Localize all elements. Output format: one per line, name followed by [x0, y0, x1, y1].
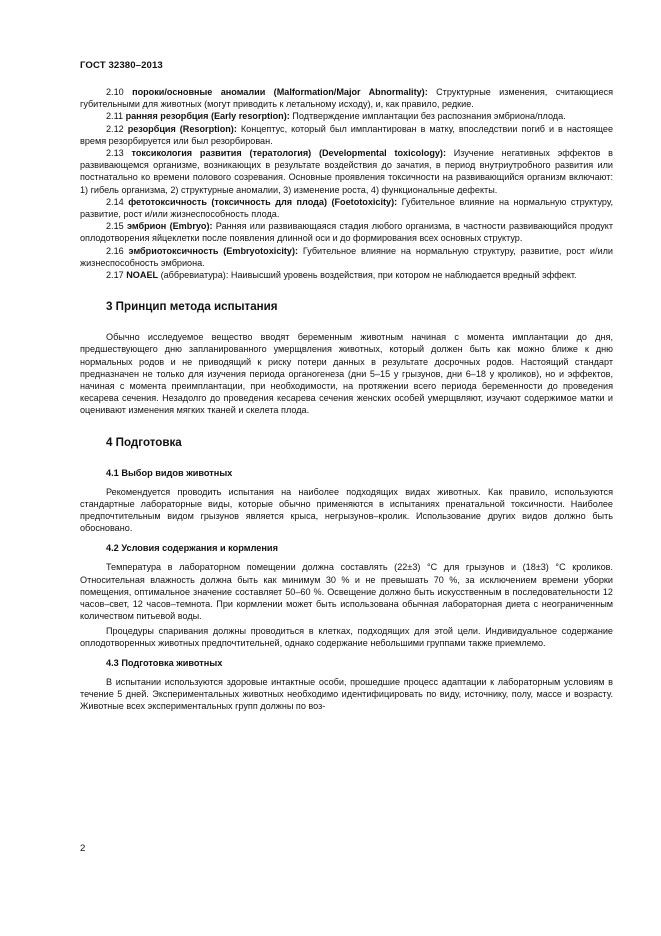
section-3-paragraph: Обычно исследуемое вещество вводят беременным животным начиная с момента имплантации до дня, предшествующего дню запланированного умерщвления животных, который должен быть как можно ближе к дню нормальных родов и не приводящий к риску потери данных в результате досрочных родов. Настоящий стандарт предназначен не только для изучения периода органогенеза (дни 5–15 у грызунов, дни 6–18 у кроликов), но и эффектов, начиная с момента преимплантации, при необходимости, на протяжении всего периода беременности до проведения кесарева сечения. Незадолго до проведения кесарева сечения женских особей умерщвляют, изучают содержимое матки и оценивают изменения мягких тканей и скелета плода.: [80, 332, 613, 416]
section-3-heading: 3 Принцип метода испытания: [106, 300, 278, 314]
subsection-4-2-paragraph-2: Процедуры спаривания должны проводиться в клетках, подходящих для этой цели. Индивидуальное содержание оплодотворенных животных предпочтительней, однако содержание небольшими группами также приемлемо.: [80, 625, 613, 648]
subsection-4-2-paragraph-1: Температура в лабораторном помещении должна составлять (22±3) °С для грызунов и (18±3) °С кроликов. Относительная влажность должна быть как минимум 30 % и не превышать 70 %, за исключением времени уборки помещения, оптимальное значение составляет 50–60 %. Освещение должно быть искусственным в последовательности 12 часов–свет, 12 часов–темнота. При кормлении может быть использована обычная лабораторная диета с неограниченным количеством питьевой воды.: [80, 562, 613, 622]
subsection-4-3-heading: 4.3 Подготовка животных: [106, 657, 223, 668]
subsection-4-1-paragraph: Рекомендуется проводить испытания на наиболее подходящих видах животных. Как правило, используются стандартные лабораторные виды, которые обычно применяются в испытаниях пренатальной токсичности. Наиболее предпочтительным видом грызунов является крыса, негрызунов–кролик. Использование других видов должно быть обосновано.: [80, 486, 613, 534]
definition-2-12: 2.12 резорбция (Resorption): Концептус, который был имплантирован в матку, впоследствии погиб и в настоящее время резорбируется или был резорбирован.: [80, 123, 613, 146]
definition-2-13: 2.13 токсикология развития (тератология) (Developmental toxicology): Изучение негативных эффектов в развивающемся организме, возникающих в результате воздействия до зачатия, в период внутриутробного развития или постнатально ко времени полового созревания. Основные проявления токсичности на развивающийся организм включают: 1) гибель организма, 2) структурные аномалии, 3) изменение роста, 4) функциональные дефекты.: [80, 148, 613, 195]
document-body: [80, 86, 613, 713]
page-number: 2: [80, 843, 86, 854]
subsection-4-3-paragraph: В испытании используются здоровые интактные особи, прошедшие процесс адаптации к лабораторным условиям в течение 5 дней. Экспериментальных животных необходимо идентифицировать по виду, источнику, полу, массе и возрасту. Животные всех экспериментальных групп должны по воз-: [80, 676, 613, 712]
subsection-4-2-heading: 4.2 Условия содержания и кормления: [106, 543, 278, 554]
section-4-heading: 4 Подготовка: [106, 435, 182, 449]
definitions-list: [80, 86, 613, 281]
definition-2-10: 2.10 пороки/основные аномалии (Malformation/Major Abnormality): Структурные изменения, считающиеся губительными для животных (могут приводить к летальному исходу), и, как правило, редкие.: [80, 87, 613, 110]
definition-2-16: 2.16 эмбриотоксичность (Embryotoxicity): Губительное влияние на нормальную структуру, развитие, рост и/или жизнеспособность эмбриона.: [80, 245, 613, 268]
definition-2-15: 2.15 эмбрион (Embryo): Ранняя или развивающаяся стадия любого организма, в частности развивающийся продукт оплодотворения яйцеклетки после появления длинной оси и до формирования всех основных структур.: [80, 221, 613, 244]
subsection-4-1-heading: 4.1 Выбор видов животных: [106, 467, 233, 478]
definition-2-14: 2.14 фетотоксичность (токсичность для плода) (Foetotoxicity): Губительное влияние на нормальную структуру, развитие, рост и/или жизнеспособность плода.: [80, 196, 614, 220]
definition-2-17: 2.17 NOAEL (аббревиатура): Наивысший уровень воздействия, при котором не наблюдается вредный эффект.: [106, 270, 577, 281]
standard-code-header: ГОСТ 32380–2013: [80, 60, 163, 71]
definition-2-11: 2.11 ранняя резорбция (Early resorption): Подтверждение имплантации без распознания эмбриона/плода.: [106, 111, 566, 122]
